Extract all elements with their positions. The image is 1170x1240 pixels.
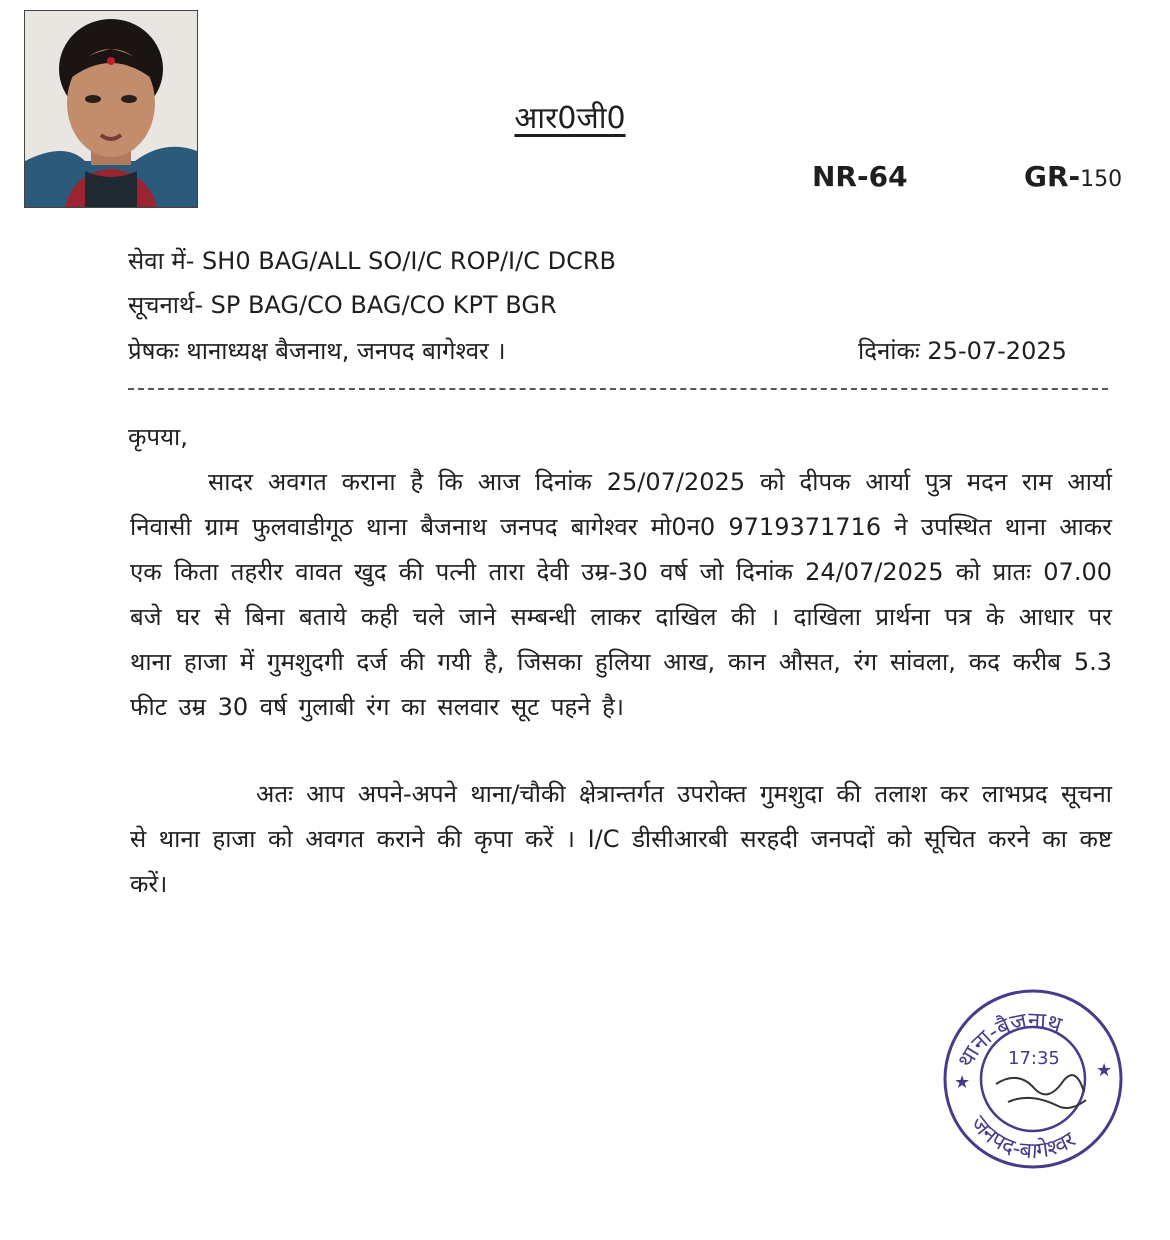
stamp-time: 17:35: [1008, 1048, 1060, 1069]
date-line: दिनांकः 25-07-2025: [858, 337, 1067, 365]
information-line: सूचनार्थ- SP BAG/CO BAG/CO KPT BGR: [128, 291, 557, 319]
salutation: कृपया,: [128, 423, 188, 451]
separator-line: [128, 388, 1108, 390]
nr-number: NR-64: [812, 160, 908, 193]
stamp-seal-image: [938, 984, 1128, 1174]
gr-number: [1024, 160, 1122, 193]
gr-prefix: GR-: [1024, 160, 1081, 193]
svg-text:★: ★: [954, 1072, 971, 1093]
document-title: आर0जी0: [514, 101, 626, 136]
stamp-top-path: थाना-बैजनाथ: [953, 1008, 1065, 1073]
addressee-line: सेवा में- SH0 BAG/ALL SO/I/C ROP/I/C DCRB: [128, 247, 616, 275]
svg-text:★: ★: [1096, 1060, 1113, 1081]
stamp-bottom-path: जनपद-बागेश्वर: [965, 1111, 1081, 1165]
body-paragraph-1: सादर अवगत कराना है कि आज दिनांक 25/07/2025 को दीपक आर्या पुत्र मदन राम आर्या निवासी ग्राम फुलवाडीगूठ थाना बैजनाथ जनपद बागेश्वर मो0न0 9719371716 ने उपस्थित थाना आकर एक किता तहरीर वावत खुद की पत्नी तारा देवी उम्र-30 वर्ष जो दिनांक 24/07/2025 को प्रातः 07.00 बजे घर से बिना बताये कही चले जाने सम्बन्धी लाकर दाखिल की । दाखिला प्रार्थना पत्र के आधार पर थाना हाजा में गुमशुदगी दर्ज की गयी है, जिसका हुलिया आख, कान औसत, रंग सांवला, कद करीब 5.3 फीट उम्र 30 वर्ष गुलाबी रंग का सलवार सूट पहने है।: [130, 468, 1112, 721]
body-paragraph-2: अतः आप अपने-अपने थाना/चौकी क्षेत्रान्तर्गत उपरोक्त गुमशुदा की तलाश कर लाभप्रद सूचना से थाना हाजा को अवगत कराने की कृपा करें । I/C डीसीआरबी सरहदी जनपदों को सूचित करने का कष्ट करें।: [130, 780, 1112, 898]
sender-line: प्रेषकः थानाध्यक्ष बैजनाथ, जनपद बागेश्वर ।: [128, 337, 506, 365]
police-station-stamp: [938, 984, 1128, 1174]
gr-value: 150: [1080, 167, 1123, 192]
